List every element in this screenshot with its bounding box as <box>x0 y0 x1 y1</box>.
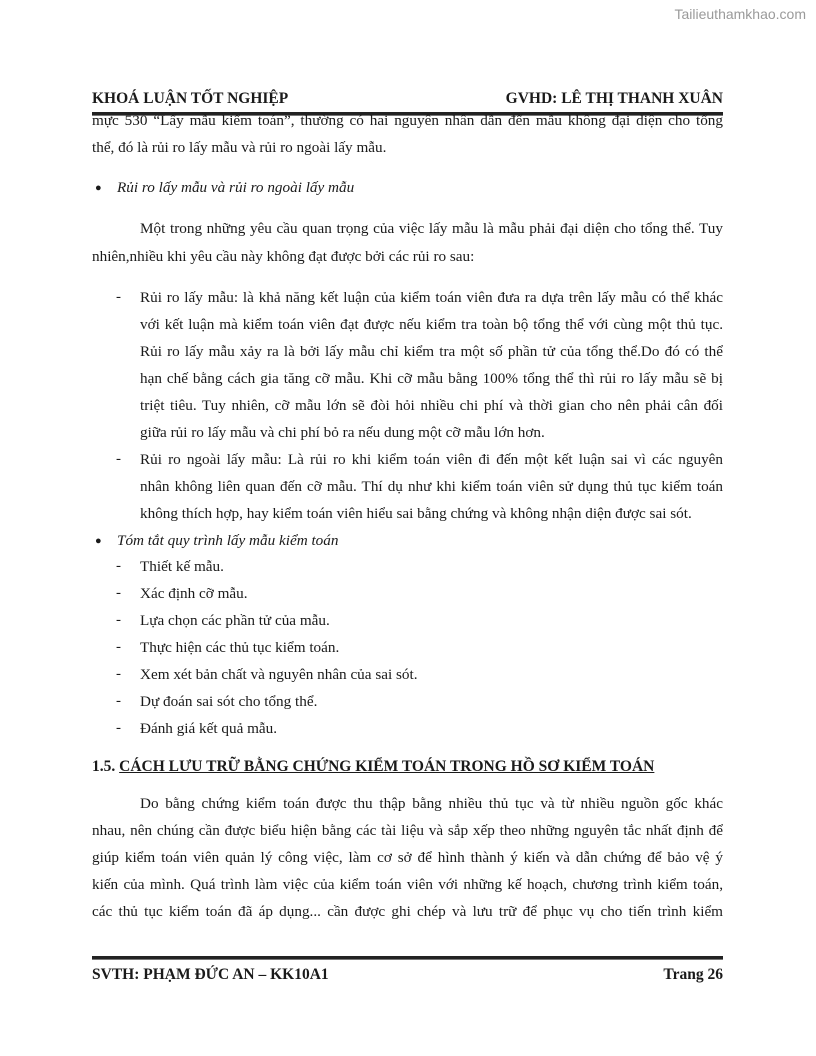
page-header <box>92 90 723 108</box>
section-number: 1.5. <box>92 758 116 775</box>
text-line: nhau, nên chúng cần được biểu hiện bằng các tài liệu và sắp xếp theo những nguyên tắc nhất định để <box>92 822 723 839</box>
text-line: giữa rủi ro lấy mẫu và chi phí bỏ ra nếu dung một cỡ mẫu lớn hơn. <box>140 424 545 441</box>
dash-icon: - <box>116 612 121 628</box>
text-line: nhiên,nhiều khi yêu cầu này không đạt được bởi các rủi ro sau: <box>92 248 475 265</box>
dash-icon: - <box>116 666 121 682</box>
text-line: thể, đó là rủi ro lấy mẫu và rủi ro ngoài lấy mẫu. <box>92 139 387 156</box>
text-line: mực 530 “Lấy mẫu kiểm toán”, thường có hai nguyên nhân dẫn đến mẫu không đại diện cho tổng <box>92 112 723 129</box>
header-left: KHOÁ LUẬN TỐT NGHIỆP <box>92 90 289 107</box>
text-line: Lựa chọn các phần tử của mẫu. <box>140 612 330 629</box>
watermark: Tailieuthamkhao.com <box>674 6 806 22</box>
text-line: kiến của mình. Quá trình làm việc của kiểm toán viên với những kế hoạch, chương trình kiểm toán, <box>92 876 723 893</box>
bullet-icon: ● <box>95 535 102 547</box>
section-title: CÁCH LƯU TRỮ BẰNG CHỨNG KIỂM TOÁN TRONG HỒ SƠ KIỂM TOÁN <box>119 758 655 775</box>
text-line: Xác định cỡ mẫu. <box>140 585 248 602</box>
text-line: Thực hiện các thủ tục kiểm toán. <box>140 639 340 656</box>
text-line: Dự đoán sai sót cho tổng thể. <box>140 693 318 710</box>
text-line: triệt tiêu. Tuy nhiên, cỡ mẫu lớn sẽ đòi hỏi nhiều chi phí và thời gian cho nên phải cân đối <box>140 397 723 414</box>
text-line: nhân không liên quan đến cỡ mẫu. Thí dụ như khi kiểm toán viên sử dụng thủ tục kiểm toán <box>140 478 723 495</box>
dash-icon: - <box>116 720 121 736</box>
dash-icon: - <box>116 558 121 574</box>
bullet-icon: ● <box>95 182 102 194</box>
section-heading <box>92 758 654 776</box>
text-line: Rủi ro lấy mẫu xảy ra là bởi lấy mẫu chỉ kiểm tra một số phần tử của tổng thể.Do đó có thể <box>140 343 723 360</box>
footer-left: SVTH: PHẠM ĐỨC AN – KK10A1 <box>92 966 329 983</box>
text-line: Tóm tắt quy trình lấy mẫu kiểm toán <box>117 532 339 549</box>
page-number: Trang 26 <box>663 966 723 983</box>
text-line: Do bằng chứng kiểm toán được thu thập bằng nhiều thủ tục và từ nhiều nguồn gốc khác <box>140 795 723 812</box>
text-line: Thiết kế mẫu. <box>140 558 224 575</box>
text-line: Rủi ro ngoài lấy mẫu: Là rủi ro khi kiểm toán viên đi đến một kết luận sai vì các nguyên <box>140 451 723 468</box>
text-line: không thích hợp, hay kiểm toán viên hiểu sai bằng chứng và không nhận diện được sai sót. <box>140 505 692 522</box>
text-line: Đánh giá kết quả mẫu. <box>140 720 278 737</box>
dash-icon: - <box>116 639 121 655</box>
text-line: Một trong những yêu cầu quan trọng của việc lấy mẫu là mẫu phải đại diện cho tổng thể. Tuy <box>140 220 723 237</box>
dash-icon: - <box>116 289 121 305</box>
page-footer <box>92 966 723 984</box>
dash-icon: - <box>116 451 121 467</box>
dash-icon: - <box>116 585 121 601</box>
text-line: Xem xét bản chất và nguyên nhân của sai sót. <box>140 666 418 683</box>
text-line: các thủ tục kiểm toán đã áp dụng... cần được ghi chép và lưu trữ để phục vụ cho tiến trình kiểm <box>92 903 723 920</box>
header-right: GVHD: LÊ THỊ THANH XUÂN <box>505 90 723 107</box>
text-line: giúp kiểm toán viên quản lý công việc, làm cơ sở để hình thành ý kiến và dẫn chứng để bảo vệ ý <box>92 849 723 866</box>
text-line: với kết luận mà kiểm toán viên đạt được nếu kiểm tra toàn bộ tổng thể với cùng một thủ tục. <box>140 316 723 333</box>
footer-rule <box>92 956 723 960</box>
dash-icon: - <box>116 693 121 709</box>
text-line: Rủi ro lấy mẫu: là khả năng kết luận của kiểm toán viên đưa ra dựa trên lấy mẫu có thể khác <box>140 289 723 306</box>
text-line: Rủi ro lấy mẫu và rủi ro ngoài lấy mẫu <box>117 179 355 196</box>
text-line: hạn chế bằng cách gia tăng cỡ mẫu. Khi cỡ mẫu bằng 100% tổng thể thì rủi ro lấy mẫu sẽ bị <box>140 370 723 387</box>
